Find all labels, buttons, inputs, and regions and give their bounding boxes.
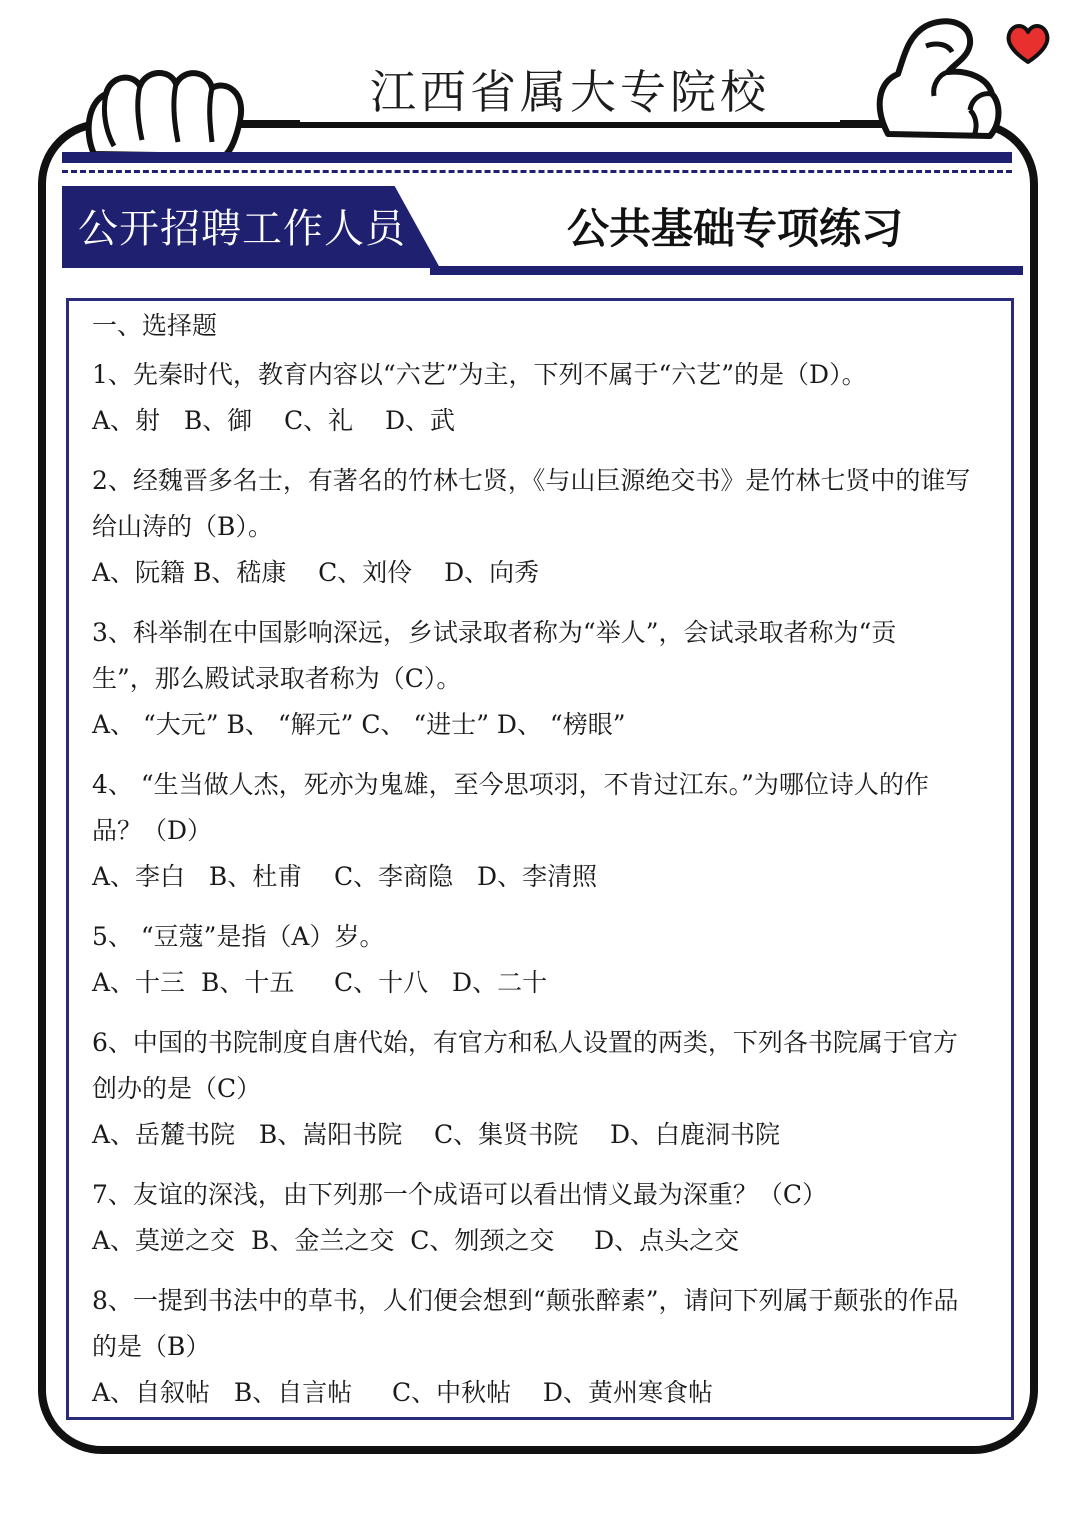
question-list (92, 306, 1007, 1430)
question-item (92, 914, 1007, 1006)
question-options: A、岳麓书院 B、嵩阳书院 C、集贤书院 D、白鹿洞书院 (92, 1120, 781, 1149)
left-fist-icon (80, 62, 260, 162)
question-item (92, 1020, 1007, 1158)
section-heading: 一、选择题 (92, 311, 218, 340)
question-options: A、李白 B、杜甫 C、李商隐 D、李清照 (92, 862, 598, 891)
question-text: 的是（B） (92, 1332, 211, 1361)
question-item (92, 458, 1007, 596)
question-item (92, 1278, 1007, 1416)
question-item (92, 1172, 1007, 1264)
question-options: A、 “大元” B、 “解元” C、 “进士” D、 “榜眼” (92, 710, 626, 739)
question-item (92, 610, 1007, 748)
question-item (92, 762, 1007, 900)
question-text: 3、科举制在中国影响深远，乡试录取者称为“举人”，会试录取者称为“贡 (92, 618, 897, 647)
question-text: 创办的是（C） (92, 1074, 262, 1103)
question-options: A、阮籍 B、嵇康 C、刘伶 D、向秀 (92, 558, 540, 587)
banner-left-text: 公开招聘工作人员 (78, 206, 406, 252)
banner-underline (430, 266, 1023, 275)
header-dashed-rule (62, 170, 1012, 173)
page-title: 江西省属大专院校 (300, 62, 840, 122)
question-text: 给山涛的（B）。 (92, 512, 273, 541)
question-text: 8、一提到书法中的草书，人们便会想到“颠张醉素”，请问下列属于颠张的作品 (92, 1286, 959, 1315)
right-hand-icon (868, 12, 1018, 142)
question-text: 1、先秦时代，教育内容以“六艺”为主，下列不属于“六艺”的是（D）。 (92, 360, 867, 389)
question-item (92, 352, 1007, 444)
question-text: 2、经魏晋多名士，有著名的竹林七贤，《与山巨源绝交书》是竹林七贤中的谁写 (92, 466, 971, 495)
question-text: 6、中国的书院制度自唐代始，有官方和私人设置的两类，下列各书院属于官方 (92, 1028, 958, 1057)
header-rule (62, 152, 1012, 163)
question-text: 7、友谊的深浅，由下列那一个成语可以看出情义最为深重？（C） (92, 1180, 828, 1209)
question-text: 4、 “生当做人杰，死亦为鬼雄，至今思项羽，不肯过江东。”为哪位诗人的作 (92, 770, 929, 799)
banner-subtitle: 公共基础专项练习 (566, 204, 903, 253)
question-text: 生”，那么殿试录取者称为（C）。 (92, 664, 462, 693)
heart-icon (1004, 22, 1052, 66)
question-text: 品？（D） (92, 816, 213, 845)
question-options: A、自叙帖 B、自言帖 C、中秋帖 D、黄州寒食帖 (92, 1378, 713, 1407)
question-options: A、十三 B、十五 C、十八 D、二十 (92, 968, 548, 997)
question-options: A、莫逆之交 B、金兰之交 C、刎颈之交 D、点头之交 (92, 1226, 740, 1255)
question-text: 5、 “豆蔻”是指（A）岁。 (92, 922, 385, 951)
question-options: A、射 B、御 C、礼 D、武 (92, 406, 456, 435)
